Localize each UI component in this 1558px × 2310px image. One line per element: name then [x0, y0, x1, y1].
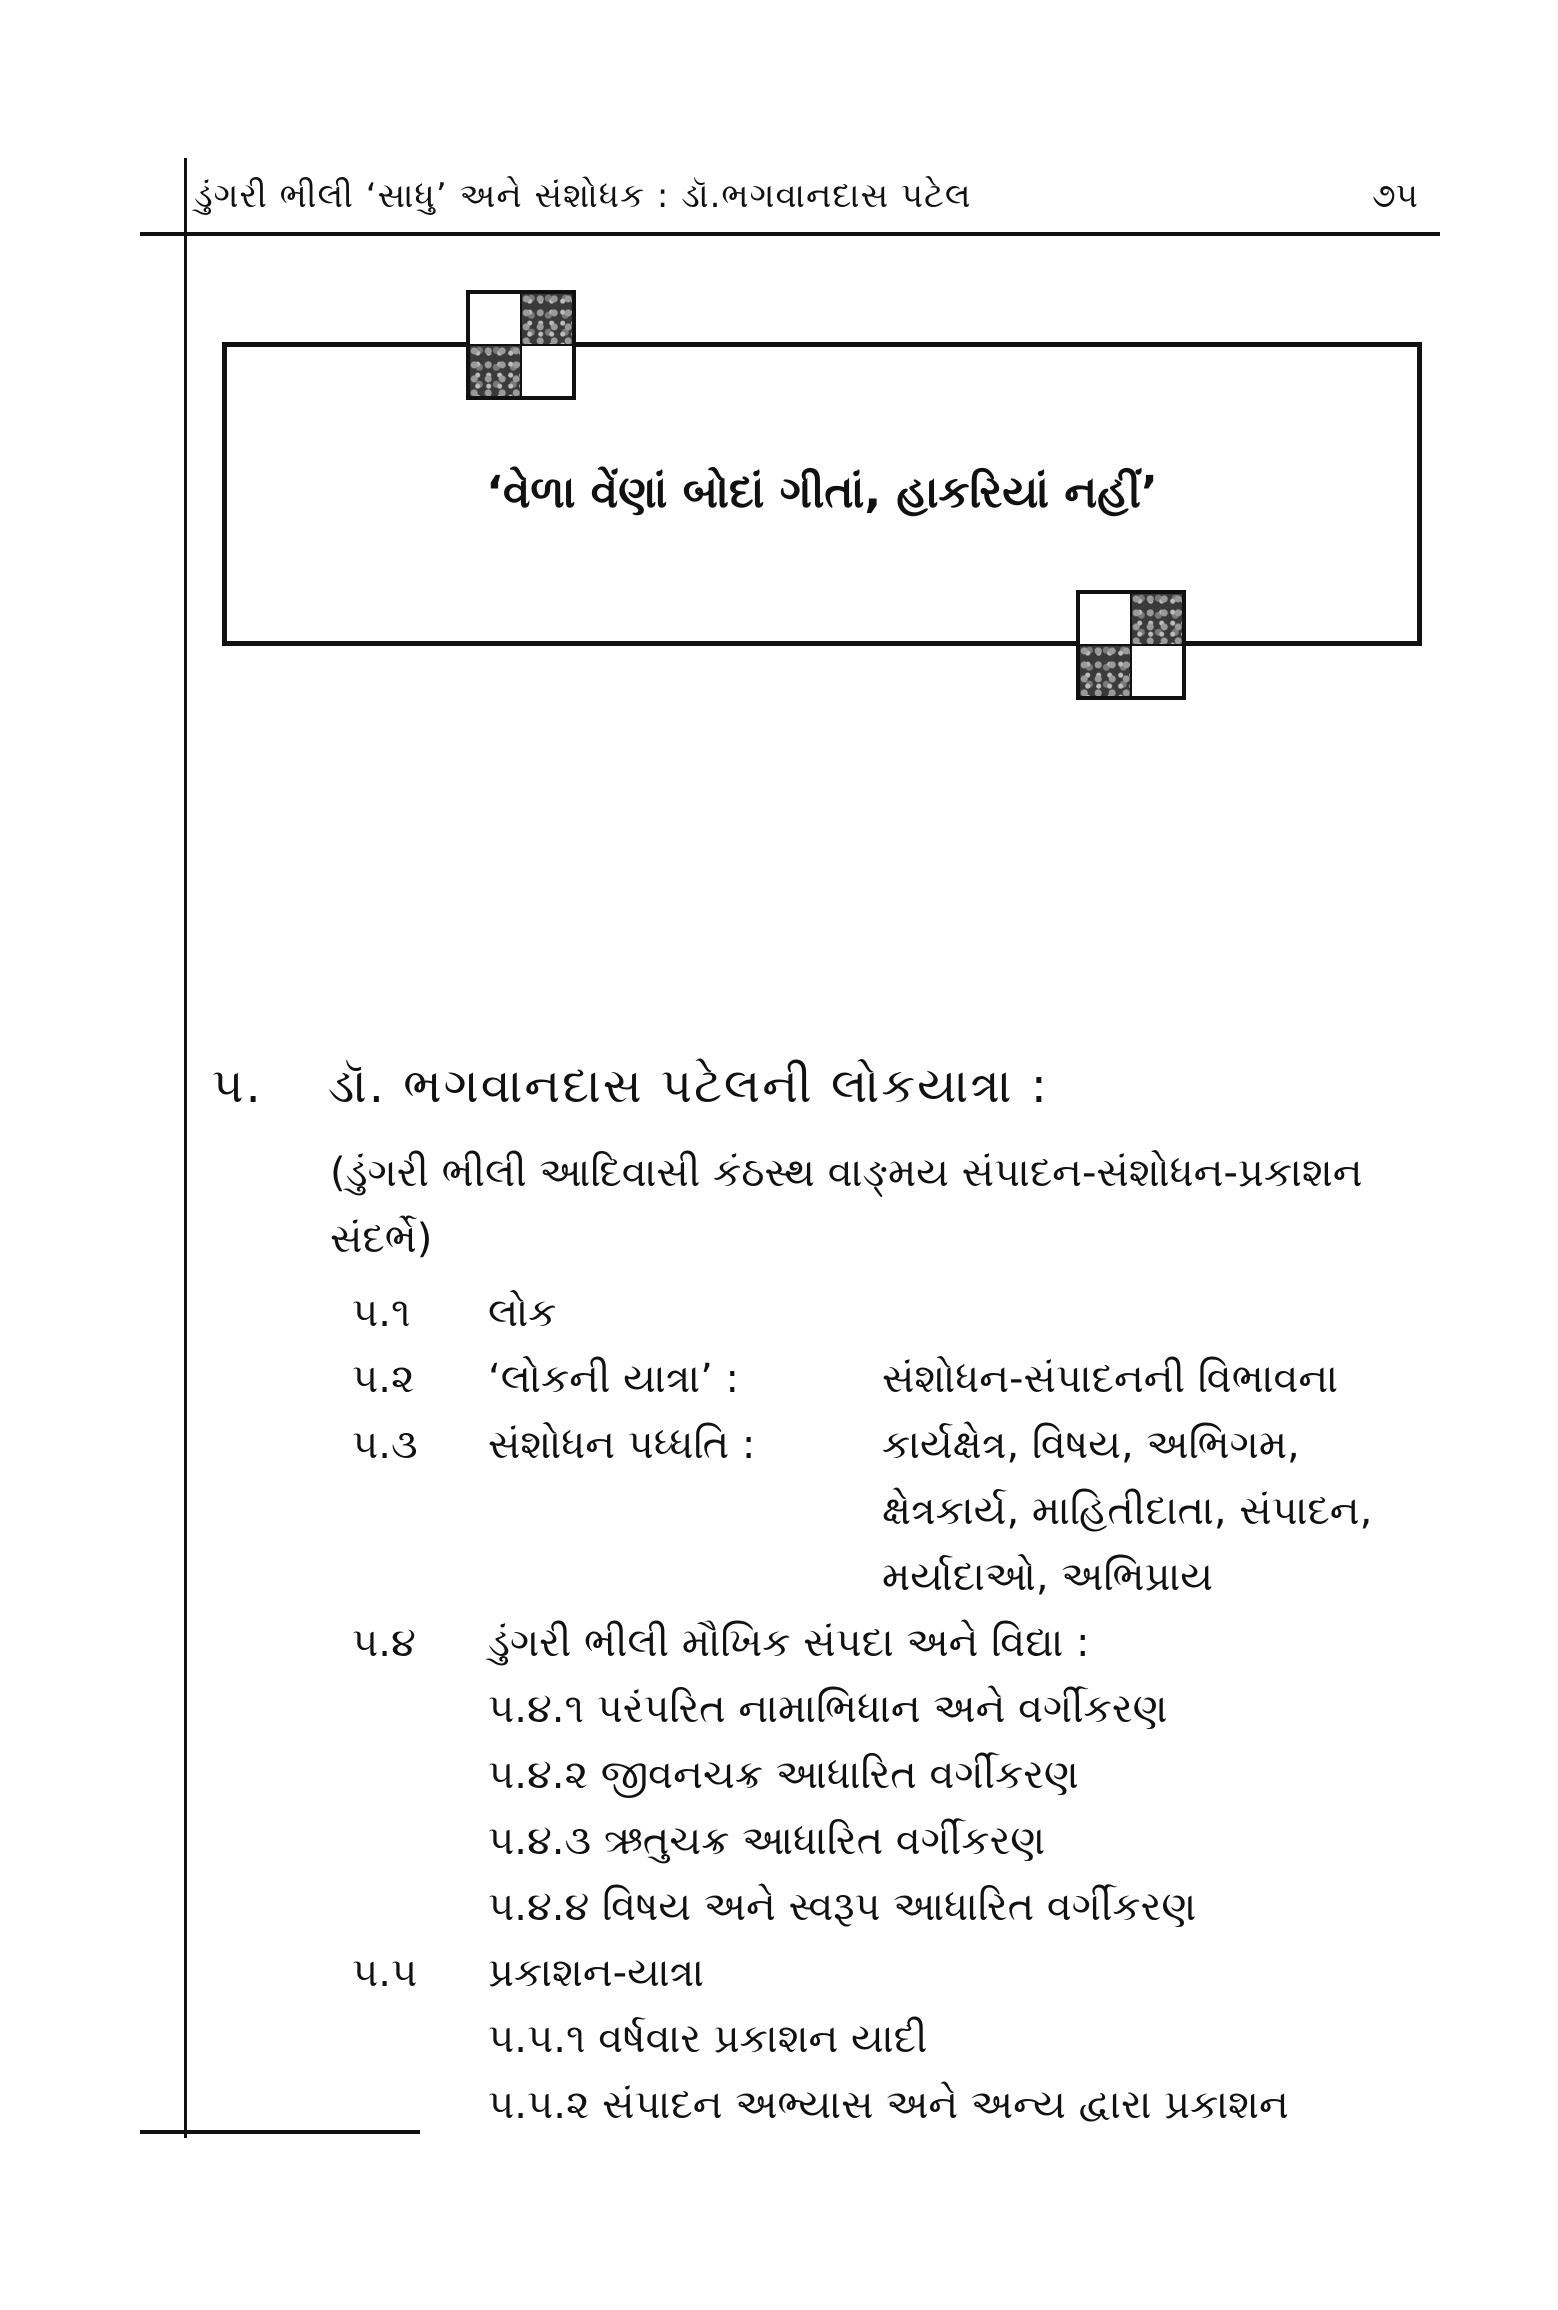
toc-number: ૫.૫	[352, 1950, 418, 1996]
toc-label: લોક	[488, 1290, 557, 1336]
toc-number: ૫.૩	[352, 1422, 418, 1468]
toc-subitem: ૫.૪.૪ વિષય અને સ્વરૂપ આધારિત વર્ગીકરણ	[488, 1884, 1197, 1930]
section-title: ડૉ. ભગવાનદાસ પટેલની લોકયાત્રા :	[328, 1058, 1049, 1114]
toc-subitem: ૫.૫.૨ સંપાદન અભ્યાસ અને અન્ય દ્વારા પ્રકાશન	[488, 2082, 1289, 2128]
page-number: ૭૫	[1372, 176, 1418, 216]
checker-ornament-top	[466, 290, 576, 400]
toc-subitem: ૫.૪.૩ ઋતુચક્ર આધારિત વર્ગીકરણ	[488, 1818, 1046, 1864]
toc-number: ૫.૨	[352, 1356, 415, 1402]
toc-number: ૫.૧	[352, 1290, 411, 1336]
section-heading	[212, 1058, 1049, 1115]
checker-ornament-bottom	[1076, 590, 1186, 700]
toc-label: પ્રકાશન-યાત્રા	[488, 1950, 705, 1996]
header-rule	[140, 232, 1440, 236]
left-margin-rule	[184, 158, 187, 2138]
toc-description: કાર્યક્ષેત્ર, વિષય, અભિગમ,	[882, 1422, 1300, 1468]
epigraph-box	[222, 342, 1422, 646]
toc-number: ૫.૪	[352, 1620, 416, 1666]
section-subtitle: (ડુંગરી ભીલી આદિવાસી કંઠસ્થ વાઙ્‌મય સંપાદન-સંશોધન-પ્રકાશન સંદર્ભે)	[330, 1150, 1363, 1262]
footer-rule	[140, 2130, 420, 2134]
running-header-title: ડુંગરી ભીલી ‘સાધુ’ અને સંશોધક : ડૉ.ભગવાનદાસ પટેલ	[194, 176, 972, 216]
toc-subitem: ૫.૪.૧ પરંપરિત નામાભિધાન અને વર્ગીકરણ	[488, 1686, 1168, 1732]
epigraph-text: ‘વેળા વેંણાં બોદાં ગીતાં, હાકરિયાં નહીં’	[486, 467, 1158, 518]
toc-label: ‘લોકની યાત્રા’ :	[488, 1356, 740, 1402]
toc-label: સંશોધન પધ્ધતિ :	[488, 1422, 756, 1468]
toc-description: મર્યાદાઓ, અભિપ્રાય	[882, 1554, 1214, 1600]
toc-subitem: ૫.૫.૧ વર્ષવાર પ્રકાશન યાદી	[488, 2016, 928, 2062]
toc-description: ક્ષેત્રકાર્ય, માહિતીદાતા, સંપાદન,	[882, 1488, 1373, 1534]
toc-label: ડુંગરી ભીલી મૌખિક સંપદા અને વિદ્યા :	[488, 1620, 1090, 1666]
section-number: ૫.	[212, 1058, 263, 1114]
toc-subitem: ૫.૪.૨ જીવનચક્ર આધારિત વર્ગીકરણ	[488, 1752, 1079, 1798]
toc-description: સંશોધન-સંપાદનની વિભાવના	[882, 1356, 1339, 1402]
